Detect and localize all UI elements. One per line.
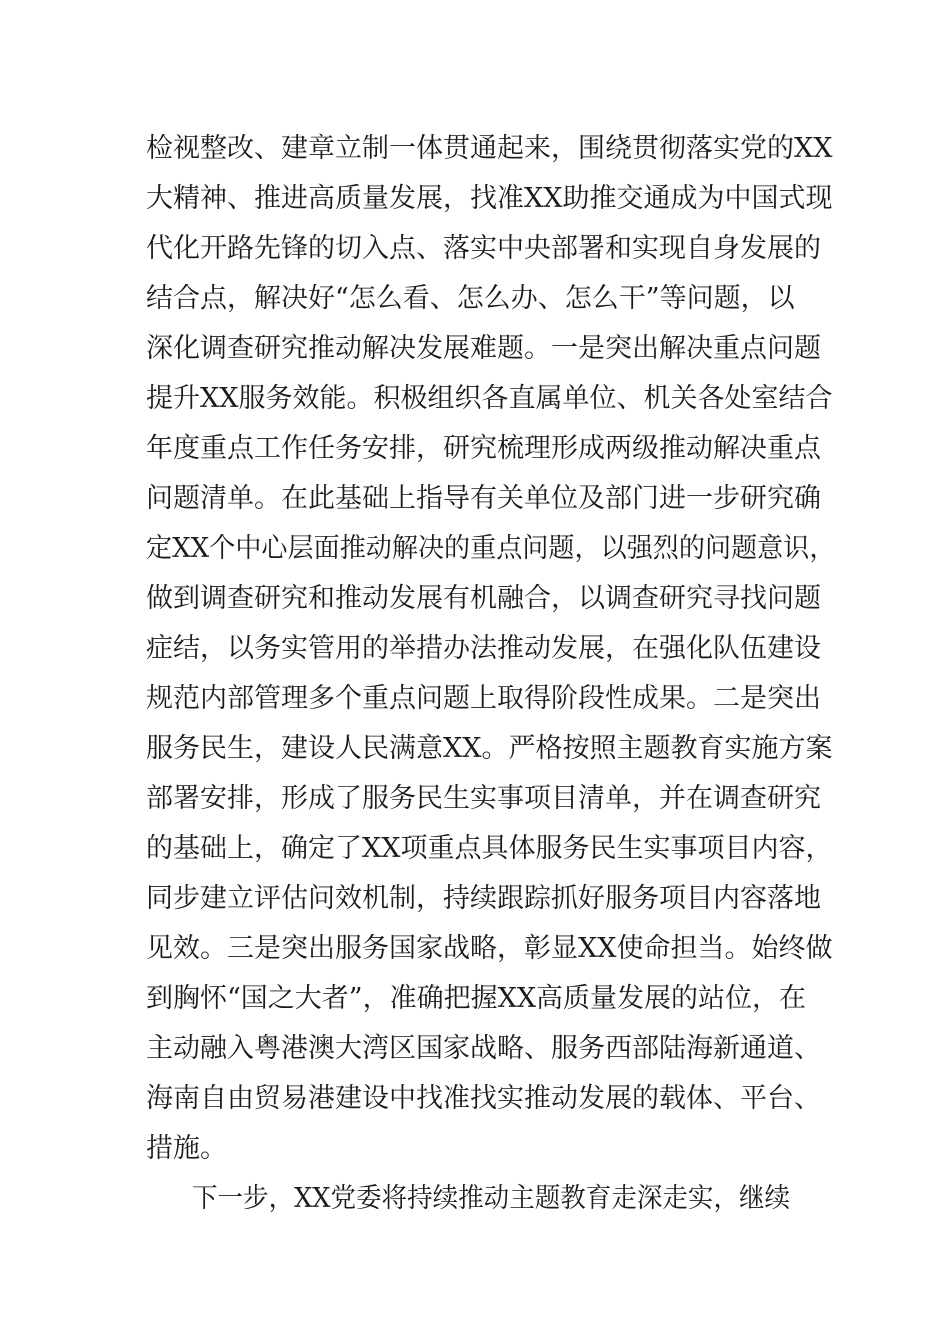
paragraph-line: 做到调查研究和推动发展有机融合，以调查研究寻找问题: [146, 583, 821, 614]
paragraph-line: 到胸怀“国之大者”，准确把握XX高质量发展的站位，在: [146, 983, 807, 1014]
paragraph-line: 年度重点工作任务安排，研究梳理形成两级推动解决重点: [146, 433, 821, 464]
paragraph-line: 的基础上，确定了XX项重点具体服务民生实事项目内容，: [146, 833, 833, 864]
paragraph-line: 部署安排，形成了服务民生实事项目清单，并在调查研究: [146, 783, 821, 814]
paragraph-line: 服务民生，建设人民满意XX。严格按照主题教育实施方案: [146, 733, 833, 764]
paragraph-line-indented: 下一步，XX党委将持续推动主题教育走深走实，继续: [192, 1183, 791, 1214]
paragraph-line: 问题清单。在此基础上指导有关单位及部门进一步研究确: [146, 483, 821, 514]
paragraph-line: 措施。: [146, 1133, 227, 1164]
paragraph-line: 见效。三是突出服务国家战略，彰显XX使命担当。始终做: [146, 933, 833, 964]
paragraph-line: 提升XX服务效能。积极组织各直属单位、机关各处室结合: [146, 383, 833, 414]
paragraph-line: 规范内部管理多个重点问题上取得阶段性成果。二是突出: [146, 683, 821, 714]
paragraph-line: 定XX个中心层面推动解决的重点问题，以强烈的问题意识，: [146, 533, 836, 564]
paragraph-line: 结合点，解决好“怎么看、怎么办、怎么干”等问题，以: [146, 283, 795, 314]
paragraph-line: 深化调查研究推动解决发展难题。一是突出解决重点问题: [146, 333, 821, 364]
paragraph-line: 海南自由贸易港建设中找准找实推动发展的载体、平台、: [146, 1083, 821, 1114]
paragraph-line: 检视整改、建章立制一体贯通起来，围绕贯彻落实党的XX: [146, 133, 833, 164]
paragraph-line: 症结，以务实管用的举措办法推动发展，在强化队伍建设: [146, 633, 821, 664]
paragraph-line: 大精神、推进高质量发展，找准XX助推交通成为中国式现: [146, 183, 833, 214]
paragraph-line: 主动融入粤港澳大湾区国家战略、服务西部陆海新通道、: [146, 1033, 821, 1064]
paragraph-line: 同步建立评估问效机制，持续跟踪抓好服务项目内容落地: [146, 883, 821, 914]
paragraph-line: 代化开路先锋的切入点、落实中央部署和实现自身发展的: [146, 233, 821, 264]
